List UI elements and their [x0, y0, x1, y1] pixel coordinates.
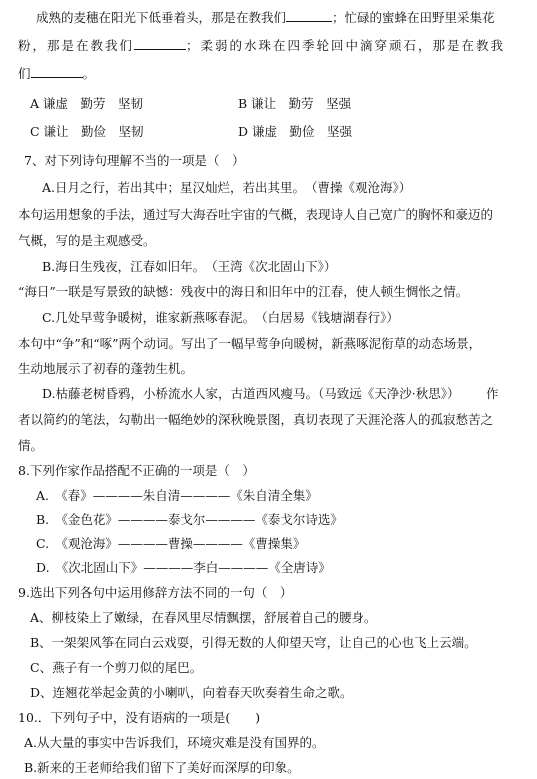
- q8-option-a[interactable]: A. 《春》————朱自清————《朱自清全集》: [36, 488, 318, 503]
- q6-line3-tail: 。: [82, 66, 96, 81]
- q8-option-b[interactable]: B. 《金色花》————泰戈尔————《泰戈尔诗选》: [36, 512, 343, 527]
- q9-option-c[interactable]: C、燕子有一个剪刀似的尾巴。: [30, 660, 203, 675]
- q6-line2-text: 粉，那是在教我们: [18, 38, 135, 53]
- q6-line1-tail: ；忙碌的蜜蜂在田野里采集花: [332, 10, 495, 25]
- q7-option-a[interactable]: A.日月之行，若出其中；星汉灿烂，若出其里。 （曹操《观沧海》）: [42, 180, 412, 195]
- q7-option-d[interactable]: [42, 386, 460, 402]
- q8-option-d[interactable]: D. 《次北固山下》————李白————《全唐诗》: [36, 560, 331, 575]
- q7-stem: 7、对下列诗句理解不当的一项是（ ）: [24, 153, 245, 168]
- q9-stem: 9.选出下列各句中运用修辞方法不同的一句（ ）: [18, 585, 293, 600]
- q6-passage-line-3: [18, 66, 95, 82]
- answer-blank[interactable]: [286, 10, 332, 22]
- q6-option-b[interactable]: B 谦让 勤劳 坚强: [238, 96, 352, 111]
- q7-option-c[interactable]: C.几处早莺争暖树，谁家新燕啄春泥。 （白居易《钱塘湖春行》）: [42, 310, 399, 325]
- q8-option-c[interactable]: C. 《观沧海》————曹操————《曹操集》: [36, 536, 306, 551]
- q7-c-explanation-2: 生动地展示了初春的蓬勃生机。: [18, 361, 194, 376]
- q6-passage-line-2: [18, 38, 505, 54]
- q10-option-b[interactable]: B.新来的王老师给我们留下了美好而深厚的印象。: [24, 760, 300, 775]
- q8-stem: 8.下列作家作品搭配不正确的一项是（ ）: [18, 463, 255, 478]
- q7-d-line-main: D.枯藤老树昏鸦，小桥流水人家，古道西风瘦马。（马致远《天净沙·秋思》）: [42, 386, 460, 401]
- q9-option-b[interactable]: B、一架架风筝在同白云戏耍，引得无数的人仰望天穹，让自己的心也飞上云端。: [30, 635, 477, 650]
- q7-c-explanation-1: 本句中“争”和“啄”两个动词。写出了一幅早莺争向暖树，新燕啄泥衔草的动态场景，: [18, 336, 482, 351]
- q7-d-line-tail: 作: [486, 386, 499, 401]
- q7-d-explanation-1: 者以简约的笔法，勾勒出一幅绝妙的深秋晚景图，真切表现了天涯沦落人的孤寂愁苦之: [18, 412, 494, 427]
- answer-blank[interactable]: [134, 38, 186, 50]
- q7-a-explanation-2: 气概，写的是主观感受。: [18, 233, 156, 248]
- q6-option-d[interactable]: D 谦虚 勤俭 坚强: [238, 124, 352, 139]
- q6-option-a[interactable]: A 谦虚 勤劳 坚韧: [30, 96, 144, 111]
- q10-option-a[interactable]: A.从大量的事实中告诉我们，环境灾难是没有国界的。: [24, 735, 325, 750]
- q7-a-explanation-1: 本句运用想象的手法，通过写大海吞吐宇宙的气概，表现诗人自己宽广的胸怀和豪迈的: [18, 207, 494, 222]
- q7-option-b[interactable]: B.海日生残夜，江春如旧年。 （王湾《次北固山下》）: [42, 259, 337, 274]
- q9-option-a[interactable]: A、柳枝染上了嫩绿，在春风里尽情飘摆，舒展着自己的腰身。: [30, 610, 377, 625]
- q7-b-explanation: “海日”一联是写景致的缺憾：残夜中的海日和旧年中的江春，使人顿生惆怅之情。: [18, 284, 469, 299]
- q6-line3-text: 们: [18, 66, 31, 81]
- q6-line1-text: 成熟的麦穗在阳光下低垂着头，那是在教我们: [36, 10, 287, 25]
- q9-option-d[interactable]: D、连翘花举起金黄的小喇叭，向着春天吹奏着生命之歌。: [30, 685, 353, 700]
- answer-blank[interactable]: [31, 66, 83, 78]
- q6-passage-line-1: [36, 10, 495, 26]
- q6-option-c[interactable]: C 谦让 勤俭 坚韧: [30, 124, 144, 139]
- q10-stem: 10.．下列句子中，没有语病的一项是( ): [18, 710, 261, 725]
- q6-line2-tail: ；柔弱的水珠在四季轮回中滴穿顽石，那是在教我: [186, 38, 506, 53]
- q7-d-explanation-2: 情。: [18, 438, 44, 453]
